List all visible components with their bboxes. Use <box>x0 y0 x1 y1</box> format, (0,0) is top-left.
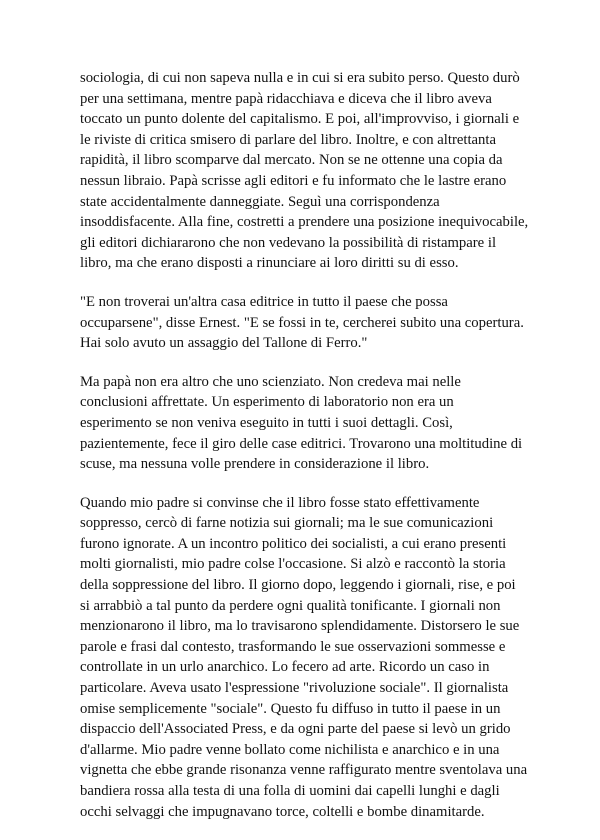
paragraph-1 <box>80 68 529 274</box>
text-line: furono ignorate. A un incontro politico dei socialisti, a cui erano presenti <box>80 535 507 552</box>
text-line: le riviste di critica smisero di parlare del libro. Inoltre, e con altrettanta <box>80 131 496 148</box>
text-line: state accidentalmente danneggiate. Seguì una corrispondenza <box>80 193 440 210</box>
text-line: sociologia, di cui non sapeva nulla e in cui si era subito perso. Questo durò <box>80 70 520 86</box>
text-line: d'allarme. Mio padre venne bollato come nichilista e anarchico e in una <box>80 741 500 758</box>
text-line: scuse, ma nessuna volle prendere in considerazione il libro. <box>80 456 430 473</box>
text-line: insoddisfacente. Alla fine, costretti a prendere una posizione inequivocabile, <box>80 214 529 231</box>
text-line: pazientemente, fece il giro delle case editrici. Trovarono una moltitudine di <box>80 435 523 452</box>
document-page <box>80 68 529 840</box>
text-line: gli editori dichiararono che non vedevano la possibilità di ristampare il <box>80 234 497 251</box>
text-line: molti giornalisti, mio padre colse l'occasione. Si alzò e raccontò la storia <box>80 556 506 573</box>
text-line: omise semplicemente "sociale". Questo fu diffuso in tutto il paese in un <box>80 700 501 717</box>
paragraph-3 <box>80 372 526 475</box>
text-line: rapidità, il libro scomparve dal mercato. Non se ne ottenne una copia da <box>80 152 503 169</box>
text-line: della soppressione del libro. Il giorno dopo, leggendo i giornali, rise, e poi <box>80 577 516 594</box>
text-line: libro, ma che erano disposti a rinunciare ai loro diritti su di esso. <box>80 255 459 272</box>
text-line: Quando mio padre si convinse che il libro fosse stato effettivamente <box>80 494 480 511</box>
text-line: "E non troverai un'altra casa editrice in tutto il paese che possa <box>80 293 448 310</box>
paragraph-4 <box>80 493 526 823</box>
text-line: soppresso, cercò di farne notizia sui giornali; ma le sue comunicazioni <box>80 515 494 532</box>
text-line: particolare. Aveva usato l'espressione "rivoluzione sociale". Il giornalista <box>80 680 509 697</box>
text-line: vignetta che ebbe grande risonanza venne raffigurato mentre sventolava una <box>80 762 528 779</box>
text-line: menzionarono il libro, ma lo travisarono splendidamente. Distorsero le sue <box>80 618 520 635</box>
text-line: si arrabbiò a tal punto da perdere ogni qualità tonificante. I giornali non <box>80 597 501 614</box>
text-line: controllate in un urlo anarchico. Lo fecero ad arte. Ricordo un caso in <box>80 659 490 676</box>
text-line: Ma papà non era altro che uno scienziato. Non credeva mai nelle <box>80 373 461 390</box>
paragraph-2 <box>80 292 526 354</box>
text-line: esperimento se non veniva eseguito in tutti i suoi dettagli. Così, <box>80 414 453 431</box>
text-line: Hai solo avuto un assaggio del Tallone di Ferro." <box>80 335 368 352</box>
text-line: nessun libraio. Papà scrisse agli editori e fu informato che le lastre erano <box>80 172 507 189</box>
text-line: dispaccio dell'Associated Press, e da ogni parte del paese si levò un grido <box>80 721 511 738</box>
text-line: conclusioni affrettate. Un esperimento di laboratorio non era un <box>80 394 454 411</box>
text-line: occuparsene", disse Ernest. "E se fossi in te, cercherei subito una copertura. <box>80 314 524 331</box>
text-line: bandiera rossa alla testa di una folla di uomini dai capelli lunghi e dagli <box>80 783 500 799</box>
text-line: per una settimana, mentre papà ridacchiava e diceva che il libro aveva <box>80 90 492 107</box>
text-line: toccato un punto dolente del capitalismo. E poi, all'improvviso, i giornali e <box>80 111 520 128</box>
text-line: occhi selvaggi che impugnavano torce, coltelli e bombe dinamitarde. <box>80 803 485 820</box>
text-line: parole e frasi dal contesto, trasformando le sue osservazioni sommesse e <box>80 638 506 655</box>
